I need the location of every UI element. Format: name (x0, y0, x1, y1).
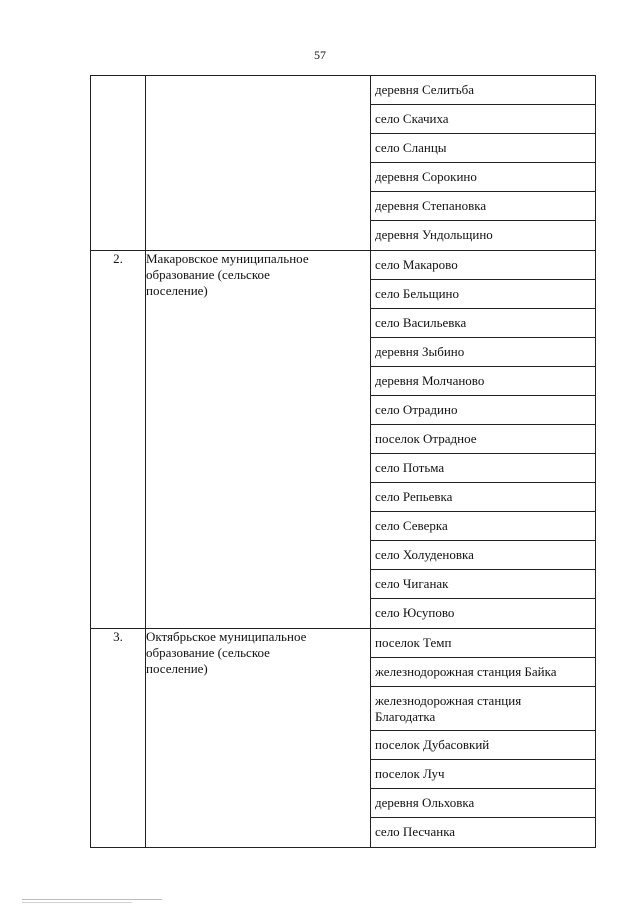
locality-item: село Юсупово (375, 605, 455, 620)
locality-item: деревня Селитьба (371, 76, 595, 105)
locality-item: село Чиганак (371, 570, 595, 599)
locality-item: село Скачиха (371, 105, 595, 134)
localities-list (371, 629, 595, 847)
table-row (91, 76, 596, 251)
locality-item: деревня Ольховка (371, 789, 595, 818)
locality-item: поселок Дубасовкий (371, 731, 595, 760)
municipality-cell (146, 251, 371, 629)
locality-item: село Репьевка (371, 483, 595, 512)
municipality-name: Макаровское муниципальное образование (сельское поселение) (146, 251, 309, 298)
locality-item: поселок Темп (371, 629, 595, 658)
row-number-cell: 2. (91, 251, 146, 629)
table-row (91, 629, 596, 848)
locality-item: поселок Луч (371, 760, 595, 789)
locality-item: деревня Ундольщино (375, 227, 493, 242)
scan-artifact-line (22, 899, 162, 900)
locality-item: село Васильевка (371, 309, 595, 338)
locality-item: деревня Молчаново (371, 367, 595, 396)
locality-item: деревня Зыбино (371, 338, 595, 367)
locality-item: село Песчанка (375, 824, 456, 839)
locality-item: село Северка (371, 512, 595, 541)
municipality-cell (146, 76, 371, 251)
locality-item: поселок Отрадное (371, 425, 595, 454)
row-number-cell: 3. (91, 629, 146, 848)
locality-item: железнодорожная станция Благодатка (371, 687, 595, 731)
locality-item: село Холуденовка (371, 541, 595, 570)
localities-cell (371, 629, 596, 848)
locality-item: село Потьма (371, 454, 595, 483)
locality-item: деревня Степановка (371, 192, 595, 221)
localities-cell (371, 251, 596, 629)
localities-cell (371, 76, 596, 251)
page-number: 57 (314, 48, 326, 62)
locality-item: село Макарово (371, 251, 595, 280)
locality-item: железнодорожная станция Байка (371, 658, 595, 687)
row-number-cell (91, 76, 146, 251)
table-body (91, 76, 596, 848)
localities-list (371, 251, 595, 628)
localities-list (371, 76, 595, 250)
locality-item: село Отрадино (371, 396, 595, 425)
locality-item: село Бельщино (371, 280, 595, 309)
municipality-cell (146, 629, 371, 848)
table-row (91, 251, 596, 629)
locality-item: село Сланцы (371, 134, 595, 163)
municipality-name: Октябрьское муниципальное образование (сельское поселение) (146, 629, 307, 676)
locality-item: деревня Сорокино (371, 163, 595, 192)
settlements-table (90, 75, 596, 848)
